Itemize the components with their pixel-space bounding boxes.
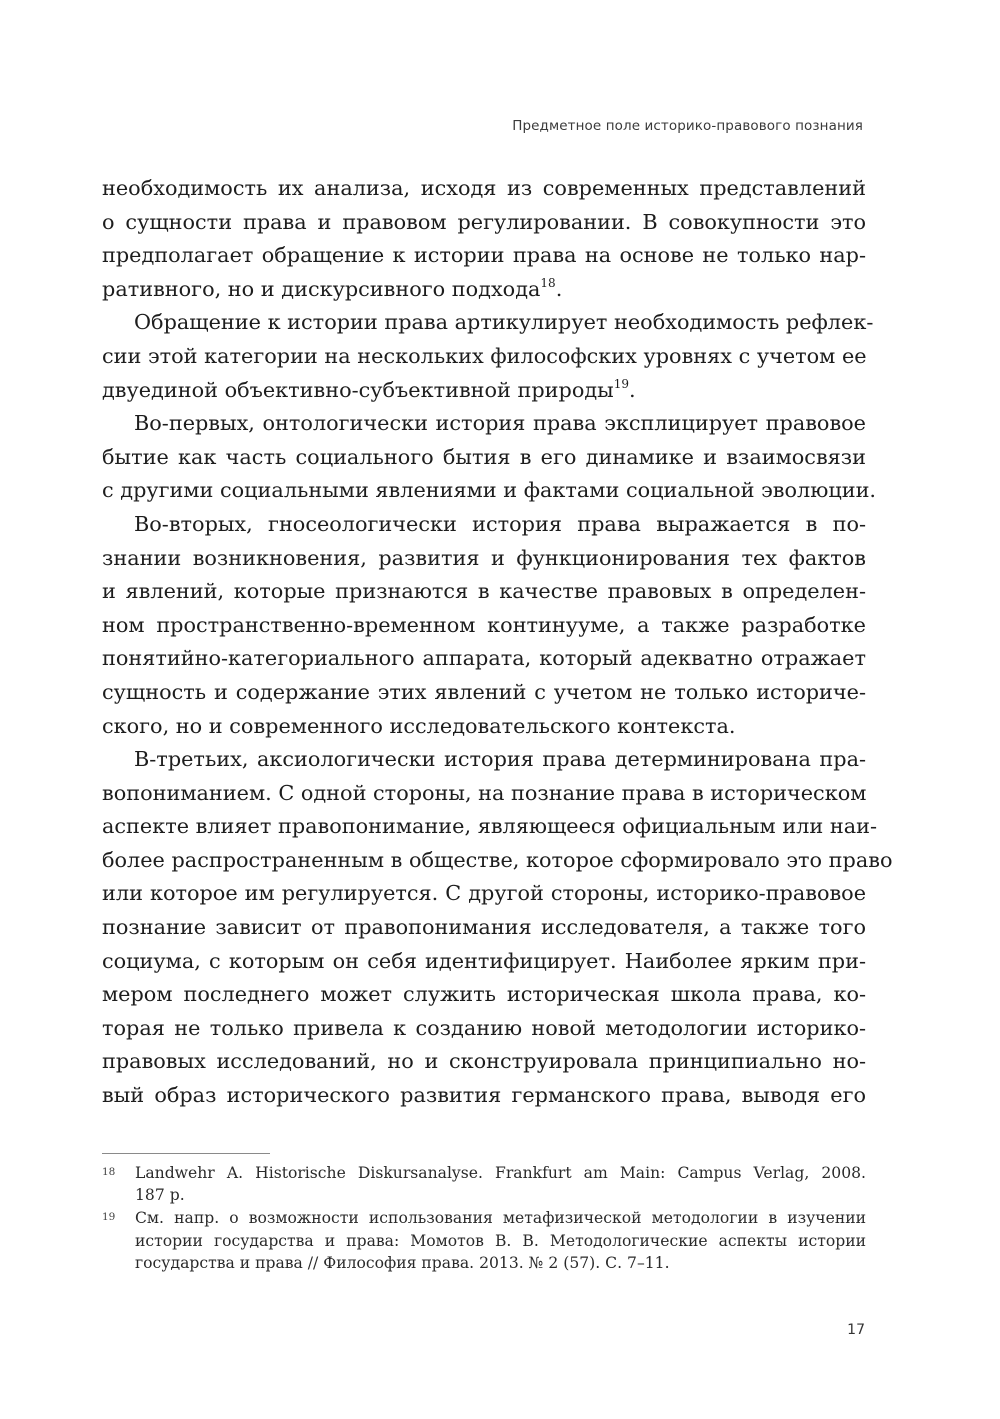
text-line: познание зависит от правопонимания исследователя, а также того bbox=[102, 915, 866, 940]
text-line bbox=[102, 374, 866, 408]
text-line: Во-первых, онтологически история права эксплицирует правовое bbox=[134, 411, 866, 436]
footnote-line: Landwehr A. Historische Diskursanalyse. Frankfurt am Main: Campus Verlag, 2008. bbox=[135, 1164, 866, 1182]
text-line: сущность и содержание этих явлений с учетом не только историче- bbox=[102, 679, 866, 704]
text-fragment: двуединой объективно-субъективной природы bbox=[102, 377, 614, 402]
text-line: более распространенным в обществе, которое сформировало это право bbox=[102, 847, 893, 872]
footnote-19 bbox=[102, 1207, 866, 1274]
footnote-line: 187 p. bbox=[135, 1186, 185, 1205]
text-line: аспекте влияет правопонимание, являющееся официальным или наи- bbox=[102, 814, 878, 839]
text-line: бытие как часть социального бытия в его динамике и взаимосвязи bbox=[102, 444, 866, 469]
text-line: ном пространственно-временном континууме, а также разработке bbox=[102, 612, 866, 637]
text-line: мером последнего может служить историческая школа права, ко- bbox=[102, 982, 866, 1007]
text-line: предполагает обращение к истории права на основе не только нар- bbox=[102, 243, 866, 268]
page-number: 17 bbox=[847, 1322, 865, 1338]
text-fragment: ративного, но и дискурсивного подхода bbox=[102, 276, 541, 301]
running-head: Предметное поле историко-правового познания bbox=[512, 118, 863, 134]
footnote-number: 19 bbox=[102, 1211, 116, 1224]
text-line: Во-вторых, гносеологически история права выражается в по- bbox=[134, 511, 866, 536]
text-line: правовых исследований, но и сконструировала принципиально но- bbox=[102, 1049, 866, 1074]
text-line: социума, с которым он себя идентифицирует. Наиболее ярким при- bbox=[102, 948, 866, 973]
text-fragment: . bbox=[555, 276, 563, 301]
text-fragment: . bbox=[629, 377, 636, 402]
text-line: о сущности права и правовом регулировании. В совокупности это bbox=[102, 209, 866, 234]
text-line: вопониманием. С одной стороны, на познание права в историческом bbox=[102, 780, 867, 805]
text-line bbox=[102, 273, 866, 307]
text-line: необходимость их анализа, исходя из современных представлений bbox=[102, 176, 866, 200]
text-line: вый образ исторического развития германского права, выводя его bbox=[102, 1083, 866, 1108]
footnote-divider bbox=[102, 1153, 270, 1154]
footnote-number: 18 bbox=[102, 1166, 116, 1178]
footnote-18 bbox=[102, 1162, 866, 1206]
text-line: знании возникновения, развития и функционирования тех фактов bbox=[102, 545, 866, 570]
footnote-line: государства и права // Философия права. 2013. № 2 (57). С. 7–11. bbox=[135, 1253, 670, 1272]
text-line: Обращение к истории права артикулирует необходимость рефлек- bbox=[134, 310, 874, 335]
text-line: В-третьих, аксиологически история права детерминирована пра- bbox=[134, 747, 866, 772]
footnote-line: См. напр. о возможности использования метафизической методологии в изучении bbox=[135, 1209, 866, 1228]
text-line: понятийно-категориального аппарата, который адекватно отражает bbox=[102, 646, 866, 671]
main-text bbox=[102, 172, 893, 1113]
text-line: ского, но и современного исследовательского контекста. bbox=[102, 713, 736, 738]
footnote-line: истории государства и права: Момотов В. В. Методологические аспекты истории bbox=[135, 1231, 866, 1250]
text-line: или которое им регулируется. С другой стороны, историко-правовое bbox=[102, 881, 866, 906]
text-line: сии этой категории на нескольких философских уровнях с учетом ее bbox=[102, 343, 867, 368]
footnotes bbox=[102, 1162, 866, 1275]
footnote-ref-19[interactable]: 19 bbox=[613, 376, 630, 391]
footnote-ref-18[interactable]: 18 bbox=[540, 275, 556, 290]
text-line: торая не только привела к созданию новой методологии историко- bbox=[102, 1015, 866, 1040]
text-line: и явлений, которые признаются в качестве правовых в определен- bbox=[102, 579, 866, 604]
text-line: с другими социальными явлениями и фактами социальной эволюции. bbox=[102, 478, 877, 503]
